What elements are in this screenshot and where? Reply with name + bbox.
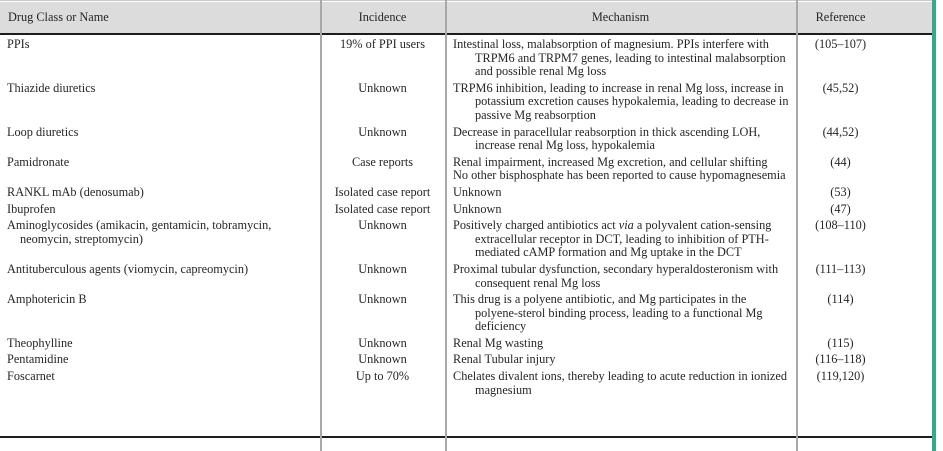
- reference-cell: (44,52): [822, 124, 859, 139]
- table-bottom-border: [0, 436, 935, 438]
- mechanism-cell: Unknown: [453, 201, 502, 216]
- incidence-cell: Unknown: [358, 261, 407, 276]
- drug-name-cell: RANKL mAb (denosumab): [7, 184, 144, 199]
- column-divider-3: [796, 0, 798, 451]
- reference-cell: (45,52): [822, 80, 859, 95]
- incidence-cell: Unknown: [358, 80, 407, 95]
- drug-name-cell: Pamidronate: [7, 154, 70, 169]
- column-divider-2: [445, 0, 447, 451]
- incidence-cell: Isolated case report: [334, 201, 431, 216]
- reference-cell: (114): [827, 292, 854, 307]
- incidence-cell: Unknown: [358, 292, 407, 307]
- reference-cell: (53): [830, 184, 851, 199]
- mechanism-cell: TRPM6 inhibition, leading to increase in renal Mg loss, increase in potassium excretion causes hypokalemia, leading to decrease in passive Mg reabsorption: [453, 80, 789, 122]
- column-header-incidence: Incidence: [358, 10, 407, 24]
- mechanism-cell: Chelates divalent ions, thereby leading to acute reduction in ionized magnesium: [453, 369, 787, 397]
- table-row: [0, 216, 935, 260]
- reference-cell: (116–118): [815, 352, 866, 367]
- table-row: [0, 153, 935, 183]
- reference-cell: (47): [830, 201, 851, 216]
- reference-cell: (111–113): [815, 261, 866, 276]
- table-top-border: [0, 0, 935, 1]
- mechanism-cell: Renal Mg wasting: [453, 335, 544, 350]
- column-header-reference: Reference: [815, 10, 866, 24]
- table-row: [0, 35, 935, 79]
- incidence-cell: Unknown: [358, 352, 407, 367]
- mechanism-cell: Unknown: [453, 184, 502, 199]
- table-row: [0, 334, 935, 351]
- mechanism-cell: Renal impairment, increased Mg excretion, and cellular shifting No other bisphosphate has been reported to cause hypomagnesemia: [453, 154, 786, 183]
- drug-name-cell: Amphotericin B: [7, 292, 87, 307]
- drug-name-cell: Foscarnet: [7, 369, 55, 384]
- drug-name-cell: Aminoglycosides (amikacin, gentamicin, tobramycin, neomycin, streptomycin): [7, 218, 272, 246]
- column-header-mechanism: Mechanism: [591, 10, 650, 24]
- table-row: [0, 79, 935, 123]
- reference-cell: (105–107): [814, 37, 867, 51]
- incidence-cell: Case reports: [351, 154, 414, 169]
- table-row: [0, 183, 935, 200]
- reference-cell: (44): [830, 154, 851, 169]
- table-body: [0, 35, 935, 397]
- mechanism-cell: This drug is a polyene antibiotic, and Mg participates in the polyene-sterol binding process, leading to a functional Mg deficiency: [453, 292, 763, 334]
- mechanism-cell: Renal Tubular injury: [453, 352, 556, 367]
- table-row: [0, 123, 935, 153]
- mechanism-cell: Decrease in paracellular reabsorption in thick ascending LOH, increase renal Mg loss, hypokalemia: [453, 124, 761, 153]
- reference-cell: (108–110): [815, 218, 866, 233]
- table-row: [0, 350, 935, 367]
- incidence-cell: Isolated case report: [334, 184, 431, 199]
- incidence-cell: Up to 70%: [355, 369, 410, 384]
- incidence-cell: Unknown: [358, 218, 407, 233]
- drug-name-cell: Loop diuretics: [7, 124, 79, 139]
- column-header-drug-class: Drug Class or Name: [8, 10, 109, 24]
- mechanism-cell: Positively charged antibiotics act via a polyvalent cation-sensing extracellular receptor in DCT, leading to inhibition of PTH-mediated cAMP formation and Mg uptake in the DCT: [453, 218, 772, 260]
- drug-name-cell: Thiazide diuretics: [7, 80, 96, 95]
- drug-name-cell: PPIs: [7, 37, 30, 51]
- drug-name-cell: Pentamidine: [7, 352, 69, 367]
- green-accent-bar: [932, 0, 936, 451]
- table-row: [0, 200, 935, 217]
- table-row: [0, 290, 935, 334]
- column-divider-1: [320, 0, 322, 451]
- reference-cell: (119,120): [816, 369, 865, 384]
- incidence-cell: Unknown: [358, 335, 407, 350]
- table-header-row: [0, 2, 935, 35]
- drug-name-cell: Antituberculous agents (viomycin, capreomycin): [7, 261, 249, 276]
- incidence-cell: 19% of PPI users: [339, 37, 426, 51]
- drug-name-cell: Theophylline: [7, 335, 73, 350]
- incidence-cell: Unknown: [358, 124, 407, 139]
- reference-cell: (115): [827, 335, 854, 350]
- drug-name-cell: Ibuprofen: [7, 201, 56, 216]
- table-row: [0, 260, 935, 290]
- table-row: [0, 367, 935, 397]
- mechanism-cell: Intestinal loss, malabsorption of magnesium. PPIs interfere with TRPM6 and TRPM7 genes, leading to intestinal malabsorption and possible renal Mg loss: [453, 37, 786, 79]
- mechanism-cell: Proximal tubular dysfunction, secondary hyperaldosteronism with consequent renal Mg loss: [453, 261, 779, 290]
